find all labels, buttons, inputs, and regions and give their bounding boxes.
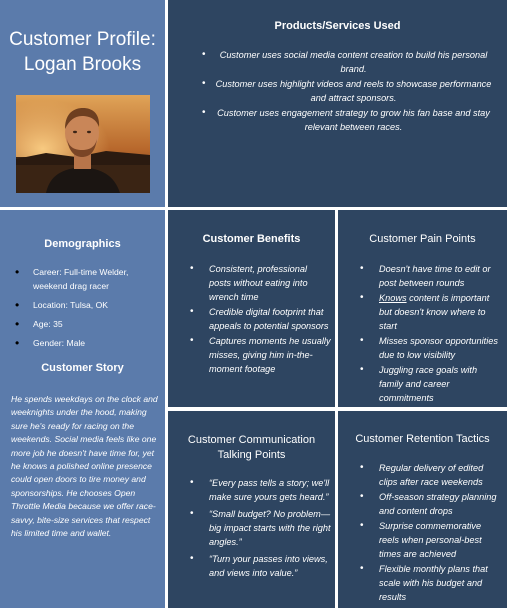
list-item: • Surprise commemorative reels when personal-best times are achieved (360, 519, 503, 561)
products-list (198, 48, 499, 135)
communication-panel (168, 411, 335, 608)
list-item: • “Every pass tells a story; we'll make sure yours gets heard.” (190, 476, 331, 504)
demographics-list (12, 265, 161, 355)
benefits-list (190, 262, 331, 377)
products-title: Products/Services Used (274, 20, 401, 32)
pain-points-title: Customer Pain Points (369, 233, 476, 245)
list-item: • Credible digital footprint that appeals to potential sponsors (190, 305, 331, 333)
pain-points-list (360, 262, 503, 406)
profile-panel (0, 0, 165, 207)
list-item: • Consistent, professional posts without eating into wrench time (190, 262, 331, 304)
story-title: Customer Story (41, 362, 124, 374)
list-item: • Career: Full-time Welder, weekend drag racer (12, 265, 161, 293)
list-item: • Juggling race goals with family and career commitments (360, 363, 503, 405)
list-item: • Flexible monthly plans that scale with his budget and results (360, 562, 503, 604)
list-item: • Customer uses engagement strategy to grow his fan base and stay relevant between races. (198, 106, 499, 134)
communication-list (190, 476, 331, 583)
list-item (360, 291, 503, 333)
list-item: • Regular delivery of edited clips after race weekends (360, 461, 503, 489)
story-text: He spends weekdays on the clock and weeknights under the hood, making sure he's ready for racing on the weekends. Social media feels like one more job he doesn't have time for, yet he knows a polished online presence could open doors to tire money and sponsorships. He chooses Open Throttle Media because we offer race-savvy, bite-size services that respect his limited time and wallet. (11, 394, 158, 539)
retention-panel (338, 411, 507, 608)
list-item: • Captures moments he usually misses, giving him in-the-moment footage (190, 334, 331, 376)
profile-photo (16, 95, 150, 193)
list-item: • Misses sponsor opportunities due to low visibility (360, 334, 503, 362)
list-item: • Gender: Male (12, 336, 161, 350)
list-item: • Doesn't have time to edit or post between rounds (360, 262, 503, 290)
retention-title: Customer Retention Tactics (355, 433, 490, 445)
list-item: • Customer uses social media content creation to build his personal brand. (198, 48, 499, 76)
communication-title: Customer Communication Talking Points (187, 434, 316, 461)
list-item-text: content is important but doesn't know where to start (379, 293, 490, 331)
benefits-panel (168, 210, 335, 407)
underlined-word: Knows (379, 293, 407, 303)
retention-list (360, 461, 503, 605)
demographics-title: Demographics (44, 238, 121, 250)
profile-title-line2: Logan Brooks (23, 54, 142, 75)
profile-title (0, 27, 165, 77)
pain-points-panel (338, 210, 507, 407)
benefits-title: Customer Benefits (202, 233, 301, 245)
profile-title-line1: Customer Profile: (9, 29, 156, 50)
list-item: • Location: Tulsa, OK (12, 298, 161, 312)
list-item: • Customer uses highlight videos and reels to showcase performance and attract sponsors. (198, 77, 499, 105)
list-item: • “Small budget? No problem—big impact starts with the right angles.” (190, 507, 331, 549)
products-panel (168, 0, 507, 207)
demographics-panel (0, 210, 165, 608)
list-item: • Age: 35 (12, 317, 161, 331)
list-item: • Off-season strategy planning and content drops (360, 490, 503, 518)
list-item: • “Turn your passes into views, and views into value.” (190, 552, 331, 580)
